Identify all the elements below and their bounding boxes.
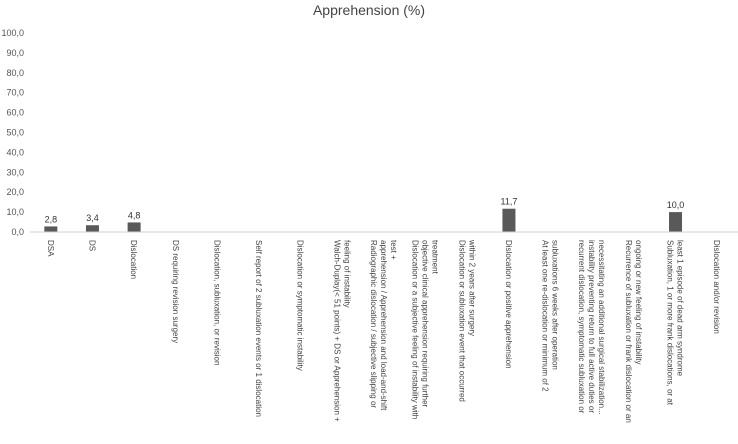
x-tick-label xyxy=(666,240,685,406)
x-tick-label xyxy=(129,240,138,279)
x-tick-label-line: within 2 years after surgery xyxy=(467,240,477,337)
x-tick-label-line: Radiographic dislocation / subjective slipping or xyxy=(369,240,378,409)
x-tick-label xyxy=(332,240,351,422)
x-tick-label xyxy=(254,240,263,417)
bar xyxy=(669,212,682,232)
y-tick-label: 80,0 xyxy=(6,67,24,78)
y-tick-label: 100,0 xyxy=(1,28,24,38)
data-label: 4,8 xyxy=(127,210,141,221)
x-tick-label xyxy=(624,240,643,423)
x-tick-label-line: Dislocation or subluxation event that occurred xyxy=(457,240,467,402)
x-tick-label-line: feeling of instability xyxy=(342,240,352,308)
x-tick-label-line: subluxations 6 weeks after operation xyxy=(550,240,560,370)
y-tick-label: 40,0 xyxy=(6,147,24,158)
y-tick-label: 50,0 xyxy=(6,127,24,138)
x-tick-label-line: recurrent dislocation, symptomatic subluxation or xyxy=(577,240,587,414)
y-tick-label: 10,0 xyxy=(6,207,24,218)
bar xyxy=(44,226,57,232)
chart-title: Apprehension (%) xyxy=(312,2,426,18)
bar xyxy=(86,225,99,232)
x-tick-label-line: Dislocation or positive apprehension xyxy=(503,240,513,369)
x-tick-label xyxy=(504,240,513,369)
x-tick-label xyxy=(577,240,606,415)
y-tick-label: 30,0 xyxy=(6,167,24,178)
x-tick-label-line: necessitating an additional surgical stabilization... xyxy=(597,240,607,415)
data-labels xyxy=(45,197,685,225)
x-tick-label-line: Dislocation, subluxation, or revision xyxy=(212,240,222,366)
data-label: 2,8 xyxy=(44,214,58,225)
x-tick-label xyxy=(171,240,180,343)
bar xyxy=(128,222,141,232)
x-tick-label-line: Recurrence of subluxation or frank dislocation or an xyxy=(623,240,633,423)
x-tick-label xyxy=(46,240,55,257)
x-tick-label-line: Dislocation or a subjective feeling of instability with xyxy=(410,240,420,420)
x-tick-label-line: ongoing or new feeling of instability xyxy=(633,240,643,365)
x-tick-label-line: Dislocation xyxy=(129,240,139,280)
y-tick-label: 60,0 xyxy=(6,107,24,118)
x-tick-label-line: Dislocation and/or revision xyxy=(712,240,722,334)
y-tick-label: 0,0 xyxy=(11,227,24,237)
data-label: 10,0 xyxy=(666,200,685,211)
x-tick-label xyxy=(296,240,305,371)
x-tick-label xyxy=(541,240,560,392)
x-tick-label-line: least 1 episode of dead arm syndrome xyxy=(675,240,685,377)
x-tick-label-line: DSA xyxy=(45,240,55,257)
bar xyxy=(502,209,515,232)
x-tick-label xyxy=(411,240,440,419)
x-tick-label-line: Self report of 2 subluxation events or 1 dislocation xyxy=(254,240,264,417)
x-tick-label-line: DS requiring revision surgery xyxy=(170,240,180,344)
x-tick-label-line: Dislocation or symptomatic instability xyxy=(295,240,305,371)
y-axis xyxy=(1,28,24,237)
x-tick-label-line: apprehension / Apprehension and load-and-shift xyxy=(379,240,388,411)
x-tick-label-line: instability preventing return to full active duties or xyxy=(587,240,597,413)
x-tick-label-line: DS xyxy=(87,240,97,252)
y-tick-label: 20,0 xyxy=(6,187,24,198)
y-tick-label: 90,0 xyxy=(6,47,24,58)
x-tick-label-line: test + xyxy=(389,240,398,260)
x-tick-label-line: Walch-Duplay(< 51 points) + DS or Apprehension + xyxy=(332,240,342,422)
data-label: 3,4 xyxy=(86,213,99,224)
x-tick-label xyxy=(369,240,398,411)
x-axis xyxy=(46,239,721,423)
x-tick-label xyxy=(457,239,476,402)
x-tick-label-line: objective clinical apprehension requiring further xyxy=(420,240,430,408)
x-tick-label-line: treatment xyxy=(430,240,440,274)
x-tick-label-line: Subluxation, 1 or more frank dislocations, or at xyxy=(665,240,675,405)
x-tick-label-line: At least one re-dislocation or minimum of 2 xyxy=(540,240,550,392)
x-tick-label xyxy=(212,240,221,365)
y-tick-label: 70,0 xyxy=(6,87,24,98)
x-tick-label xyxy=(712,240,721,334)
x-tick-label xyxy=(87,240,96,251)
data-label: 11,7 xyxy=(500,196,518,207)
